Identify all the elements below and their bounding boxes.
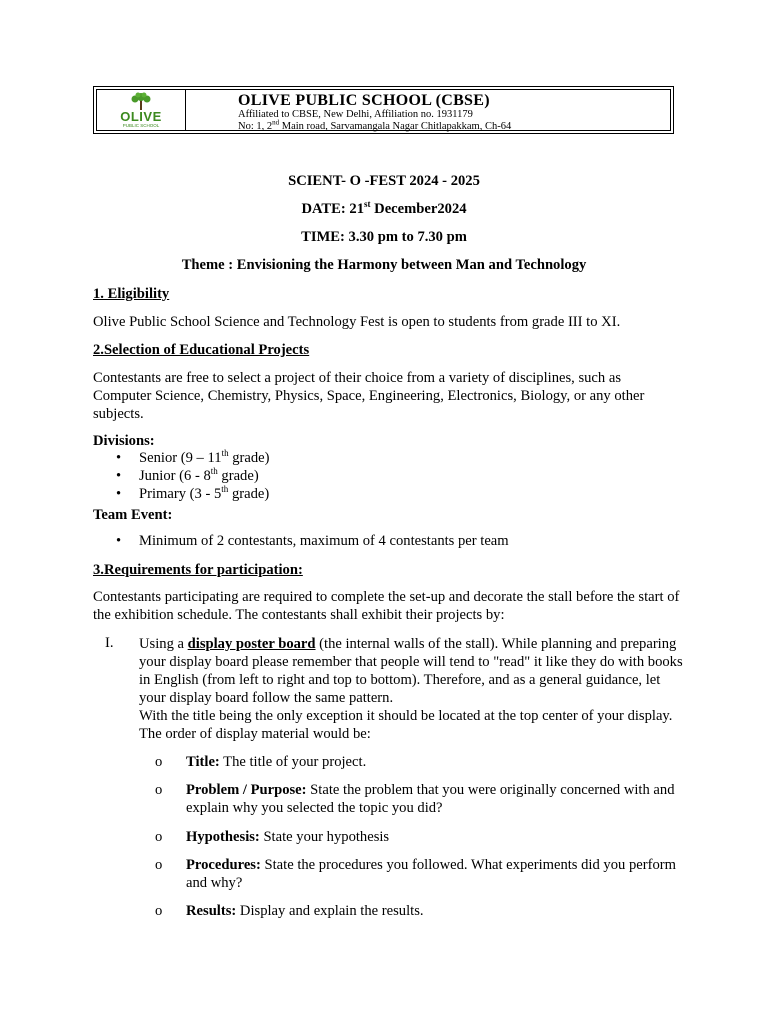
item-extra: With the title being the only exception it should be located at the top center of your display. The order of display material would be: [139,708,673,742]
division-sup: th [210,466,218,477]
divisions-heading: Divisions: [93,433,155,449]
sub-marker: o [155,754,163,770]
date-superscript: st [364,199,371,210]
eligibility-text: Olive Public School Science and Technology Fest is open to students from grade III to XI. [93,314,621,330]
bullet-marker: • [116,533,122,549]
division-primary [139,486,269,503]
tree-icon [126,92,156,110]
division-junior [139,468,259,485]
subitem-text: State your hypothesis [259,829,390,845]
team-heading: Team Event: [93,507,173,523]
eligibility-heading: 1. Eligibility [93,286,170,302]
requirements-text: Contestants participating are required to complete the set-up and decorate the stall before the start of the exhibition schedule. The contestants shall exhibit their projects by: [93,589,680,623]
subitem-text: State the problem that you were originally concerned with and explain why you selected the topic you did? [186,782,675,816]
subitem-text: State the procedures you followed. What experiments did you perform and why? [186,857,676,891]
event-date [0,201,768,218]
sub-marker: o [155,857,163,873]
logo-text: OLIVE [120,109,162,124]
date-suffix: December2024 [370,201,467,217]
item-post: (the internal walls of the stall). While planning and preparing your display board please remember that people will tend to "read" it like they do with books in English (from left to right and top to bottom). Therefore, and as a general guidance, let your display board follow the same pattern. [139,636,683,706]
school-name: OLIVE PUBLIC SCHOOL (CBSE) [238,92,490,109]
selection-heading: 2.Selection of Educational Projects [93,342,310,358]
division-text: Primary (3 - 5 [139,486,222,502]
division-text: grade) [217,468,259,484]
address-prefix: No: 1, 2 [238,121,273,132]
school-info [186,90,670,130]
subitem-label: Hypothesis: [186,829,260,845]
date-prefix: DATE: 21 [301,201,365,217]
selection-text: Contestants are free to select a project of their choice from a variety of disciplines, such as Computer Science, Chemistry, Physics, Space, Engineering, Electronics, Biology, or any other subjects. [93,370,645,422]
address-superscript: nd [272,118,280,127]
item-display-poster [139,635,684,743]
division-text: grade) [228,486,270,502]
subitem-hypothesis [186,828,686,846]
division-senior [139,450,270,467]
division-text: Senior (9 – 11 [139,450,222,466]
subitem-text: The title of your project. [219,754,367,770]
bullet-marker: • [116,468,122,484]
event-theme: Theme : Envisioning the Harmony between Man and Technology [181,257,587,273]
subitem-label: Problem / Purpose: [186,782,307,798]
event-time: TIME: 3.30 pm to 7.30 pm [301,229,467,245]
bullet-marker: • [116,486,122,502]
school-header-inner [96,89,671,131]
address-suffix: Main road, Sarvamangala Nagar Chitlapakkam, Ch-64 [279,121,512,132]
division-sup: th [221,448,229,459]
school-logo [97,90,186,130]
item-pre: Using a [139,636,188,652]
subitem-label: Procedures: [186,857,261,873]
subitem-label: Results: [186,903,237,919]
subitem-title [186,753,686,771]
subitem-results [186,902,686,920]
item-numeral: I. [105,635,114,651]
bullet-marker: • [116,450,122,466]
display-poster-board: display poster board [187,636,316,652]
school-header [93,86,674,134]
event-title: SCIENT- O -FEST 2024 - 2025 [288,173,480,189]
subitem-text: Display and explain the results. [236,903,424,919]
logo-subtext: PUBLIC SCHOOL [122,123,160,128]
division-sup: th [221,484,229,495]
school-affiliation: Affiliated to CBSE, New Delhi, Affiliation no. 1931179 [238,109,473,120]
subitem-label: Title: [186,754,220,770]
division-text: Junior (6 - 8 [139,468,211,484]
subitem-problem [186,781,686,817]
sub-marker: o [155,903,163,919]
school-address [238,118,670,133]
division-text: grade) [228,450,270,466]
sub-marker: o [155,829,163,845]
sub-marker: o [155,782,163,798]
subitem-procedures [186,856,686,892]
requirements-heading: 3.Requirements for participation: [93,562,303,578]
team-item: Minimum of 2 contestants, maximum of 4 contestants per team [139,533,509,549]
